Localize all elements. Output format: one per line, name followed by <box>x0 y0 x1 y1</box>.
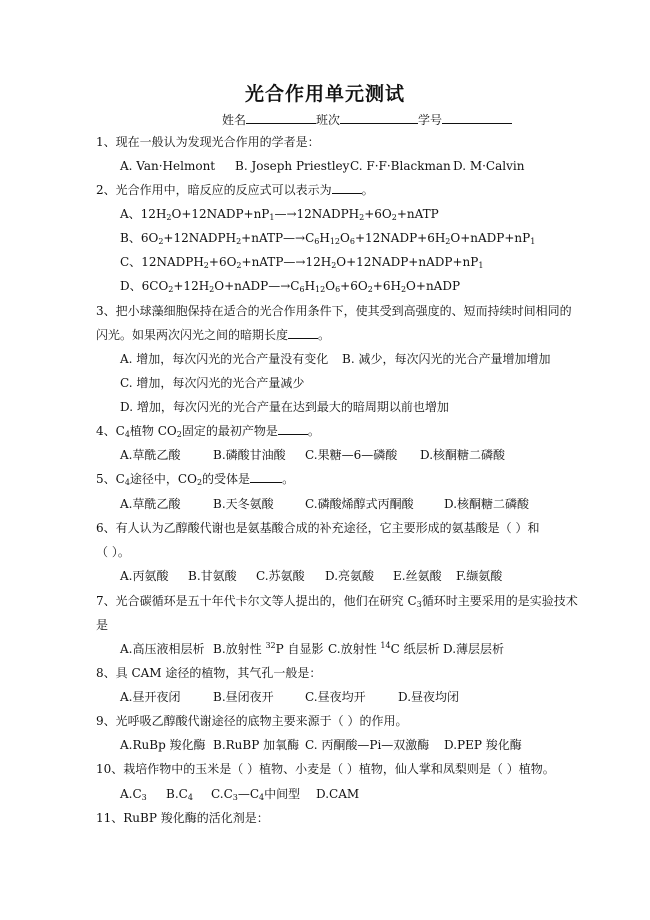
q7-option-b-text-2: P 自显影 <box>275 642 324 656</box>
q5-option-c: C.磷酸烯醇式丙酮酸 <box>305 497 414 511</box>
q2-option-c: C、$12NADPH_2+6O_2+nATP—\to 12H_2O+12NADP+nADP+nP_1$ <box>120 255 484 270</box>
question-7-stem-1 <box>96 593 578 609</box>
q2-option-d-label: D、 <box>120 279 142 293</box>
q7-option-a: A.高压液相层析 <box>120 642 205 656</box>
q5-number: 5、C <box>96 472 125 486</box>
question-2-stem <box>96 182 374 198</box>
q10-option-b-text: B.C <box>166 787 188 801</box>
q2-stem-text: 2、光合作用中，暗反应的反应式可以表示为 <box>96 183 332 197</box>
name-blank[interactable] <box>246 111 316 124</box>
question-8-stem: 8、具 CAM 途径的植物，其气孔一般是： <box>96 666 322 680</box>
question-4-stem <box>96 423 320 439</box>
class-blank[interactable] <box>340 111 418 124</box>
question-6-stem-2: （ ）。 <box>96 545 130 559</box>
question-3-stem-2 <box>96 327 330 343</box>
q4-option-d: D.核酮糖二磷酸 <box>420 448 506 462</box>
q5-mid: 途径中，CO <box>129 472 197 486</box>
q4-stem-text: 固定的最初产物是 <box>181 424 278 438</box>
q2-option-b: B、$6O_2+12NADPH_2+nATP—\to C_6H_{12}O_6+12NADP+6H_2O+nADP+nP_1$ <box>120 231 536 246</box>
q4-c4: C <box>115 424 125 438</box>
q2-option-d: D、$6CO_2+12H_2O+nADP—\to C_6H_{12}O_6+6O_2+6H_2O+nADP$ <box>120 279 461 294</box>
q3-stem-end: 。 <box>318 328 331 342</box>
q10-option-d: D.CAM <box>316 787 360 801</box>
question-1-stem: 1、现在一般认为发现光合作用的学者是： <box>96 135 320 149</box>
q10-option-c-text: C.C <box>211 787 233 801</box>
question-9-stem: 9、光呼吸乙醇酸代谢途径的底物主要来源于（ ）的作用。 <box>96 714 408 728</box>
class-label: 班次 <box>316 113 341 127</box>
q1-option-b: B. Joseph Priestley <box>235 159 350 173</box>
q3-option-a: A. 增加，每次闪光的光合产量没有变化 <box>120 352 329 366</box>
q10-option-a-text: A.C <box>120 787 142 801</box>
q4-c4-sub: 4 <box>124 430 130 439</box>
q9-option-c: C. 丙酮酸—Pi—双激酶 <box>305 738 430 752</box>
q6-option-d: D.亮氨酸 <box>325 569 375 583</box>
q5-stem-end: 。 <box>282 472 295 486</box>
q2-option-a: A、$12H_2O+12NADP+nP_1—\to 12NADPH_2+6O_2+nATP$ <box>120 207 439 222</box>
q7-option-b-sup: 32 <box>265 641 276 650</box>
q8-option-a: A.昼开夜闭 <box>120 690 181 704</box>
q10-option-b <box>166 786 193 802</box>
q3-option-d: D. 增加，每次闪光的光合产量在达到最大的暗周期以前也增加 <box>120 400 449 414</box>
q6-option-c: C.苏氨酸 <box>256 569 305 583</box>
q4-option-b: B.磷酸甘油酸 <box>213 448 286 462</box>
name-label: 姓名 <box>222 113 247 127</box>
q4-option-a: A.草酰乙酸 <box>120 448 181 462</box>
q8-option-d: D.昼夜均闭 <box>398 690 460 704</box>
q1-option-d: D. M·Calvin <box>453 159 525 173</box>
question-3-stem-1: 3、把小球藻细胞保持在适合的光合作用条件下，使其受到高强度的、短而持续时间相同的 <box>96 304 572 318</box>
q9-option-a: A.RuBp 羧化酶 <box>120 738 206 752</box>
q5-co2-sub: 2 <box>196 478 203 487</box>
q4-co2-sub: 2 <box>176 430 182 439</box>
q2-answer-blank <box>332 182 362 194</box>
question-5-stem <box>96 471 294 487</box>
q4-option-c: C.果糖—6—磷酸 <box>305 448 398 462</box>
q7-option-b-text: B.放射性 <box>213 642 266 656</box>
q5-c4-sub: 4 <box>124 478 130 487</box>
page-title: 光合作用单元测试 <box>244 83 405 105</box>
q3-stem-text: 闪光。如果两次闪光之间的暗期长度 <box>96 328 289 342</box>
q7-option-c-text: C.放射性 <box>328 642 381 656</box>
q10-option-c-text-2: 中间型 <box>264 787 301 801</box>
q10-option-c-sub-1: 3 <box>232 793 238 802</box>
student-info <box>222 111 512 128</box>
q7-option-c <box>328 641 440 657</box>
q10-option-a-sub: 3 <box>141 793 147 802</box>
q8-option-c: C.昼夜均开 <box>305 690 366 704</box>
q6-option-b: B.甘氨酸 <box>188 569 237 583</box>
q9-option-b: B.RuBP 加氧酶 <box>213 738 300 752</box>
q2-option-c-label: C、 <box>120 255 142 269</box>
q7-option-d: D.薄层层析 <box>443 642 505 656</box>
q10-option-c <box>211 786 300 802</box>
id-blank[interactable] <box>442 111 512 124</box>
q2-stem-end: 。 <box>361 183 374 197</box>
q5-answer-blank <box>250 471 282 483</box>
q10-option-c-mid: —C <box>237 787 260 801</box>
q6-option-e: E.丝氨酸 <box>393 569 442 583</box>
q5-option-d: D.核酮糖二磷酸 <box>444 497 530 511</box>
q7-stem-text-2: 循环时主要采用的是实验技术 <box>421 594 578 608</box>
question-6-stem-1: 6、有人认为乙醇酸代谢也是氨基酸合成的补充途径，它主要形成的氨基酸是（ ）和 <box>96 521 540 535</box>
q10-option-b-sub: 4 <box>187 793 193 802</box>
q3-option-c: C. 增加，每次闪光的光合产量减少 <box>120 376 305 390</box>
q4-answer-blank <box>278 423 308 435</box>
q7-option-b <box>213 641 324 657</box>
q3-answer-blank <box>288 327 318 339</box>
q4-number: 4、 <box>96 424 116 438</box>
q10-option-a <box>120 786 147 802</box>
q3-option-b: B. 减少，每次闪光的光合产量增加增加 <box>342 352 551 366</box>
question-7-stem-2: 是 <box>96 618 109 632</box>
q5-option-b: B.天冬氨酸 <box>213 497 274 511</box>
q7-c3-sub: 3 <box>416 600 422 609</box>
q5-stem-text: 的受体是 <box>202 472 251 486</box>
q4-mid: 植物 CO <box>129 424 177 438</box>
q1-option-a: A. Van·Helmont <box>120 159 216 173</box>
q2-option-b-label: B、 <box>120 231 141 245</box>
q2-option-a-label: A、 <box>120 207 141 221</box>
question-11-stem: 11、RuBP 羧化酶的活化剂是： <box>96 811 269 825</box>
q5-option-a: A.草酰乙酸 <box>120 497 181 511</box>
q6-option-f: F.缬氨酸 <box>456 569 503 583</box>
q1-option-c: C. F·F·Blackman <box>350 159 451 173</box>
q7-option-c-sup: 14 <box>380 641 391 650</box>
q10-option-c-sub-2: 4 <box>259 793 265 802</box>
q7-option-c-text-2: C 纸层析 <box>390 642 440 656</box>
q7-stem-text: 7、光合碳循环是五十年代卡尔文等人提出的，他们在研究 C <box>96 594 417 608</box>
question-10-stem: 10、栽培作物中的玉米是（ ）植物、小麦是（ ）植物，仙人掌和凤梨则是（ ）植物。 <box>96 762 555 776</box>
q6-option-a: A.丙氨酸 <box>120 569 169 583</box>
q9-option-d: D.PEP 羧化酶 <box>444 738 522 752</box>
q4-stem-end: 。 <box>307 424 320 438</box>
id-label: 学号 <box>418 113 443 127</box>
q8-option-b: B.昼闭夜开 <box>213 690 274 704</box>
